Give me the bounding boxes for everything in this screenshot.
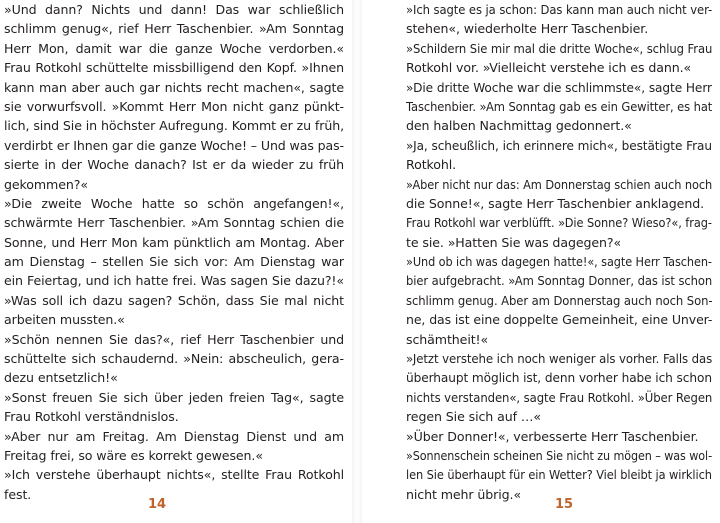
text-line: schämtheit!« — [406, 331, 489, 347]
text-line: Frau Rotkohl verständnislos. — [4, 409, 179, 425]
text-line: Frau Rotkohl war verblüfft. »Die Sonne? Wieso?«, frag- — [406, 215, 712, 231]
page-number-left: 14 — [148, 497, 167, 512]
text-line: sie vorwurfsvoll. »Kommt Herr Mon nicht ganz pünkt- — [4, 98, 344, 114]
text-line: »Jetzt verstehe ich noch weniger als vorher. Falls das — [406, 351, 713, 367]
text-line: schlimm genug«, rief Herr Taschenbier. »Am Sonntag — [4, 21, 344, 37]
book-spine — [352, 0, 362, 523]
text-line: »Sonnenschein scheinen Sie nicht zu mögen – was wol- — [406, 447, 713, 463]
text-line: »Und ob ich was dagegen hatte!«, sagte Herr Taschen- — [406, 254, 712, 270]
text-line: Rotkohl. — [406, 157, 457, 173]
right-page-text — [406, 0, 712, 504]
text-line: dezu entsetzlich!« — [4, 370, 118, 386]
text-line: »Was soll ich dazu sagen? Schön, dass Sie mal nicht — [4, 292, 344, 308]
text-line: »Und dann? Nichts und dann! Das war schließlich — [4, 2, 344, 17]
left-page-text — [4, 0, 344, 504]
text-line: »Ich sagte es ja schon: Das kann man auch nicht ver- — [406, 2, 713, 17]
text-line: Taschenbier. »Am Sonntag gab es ein Gewitter, es hat — [406, 98, 713, 114]
text-line: »Über Donner!«, verbesserte Herr Taschenbier. — [406, 428, 699, 444]
text-line: gekommen?« — [4, 176, 88, 192]
text-line: Rotkohl vor. »Vielleicht verstehe ich es dann.« — [406, 60, 692, 76]
text-line: bier aufgebracht. »Am Sonntag Donner, das ist schon — [406, 273, 713, 289]
text-line: Sonne, und Herr Mon kam pünktlich am Montag. Aber — [4, 234, 344, 250]
text-line: sierte in der Woche danach? Ist er da wieder zu früh — [4, 157, 344, 173]
text-line: überhaupt möglich ist, denn vorher habe ich schon — [406, 370, 712, 386]
text-line: ne, das ist eine doppelte Gemeinheit, eine Unver- — [406, 312, 713, 328]
text-line: »Aber nur am Freitag. Am Dienstag Dienst und am — [4, 428, 344, 444]
page-number-right: 15 — [555, 497, 574, 512]
text-line: Freitag frei, so wäre es korrekt gewesen.« — [4, 447, 263, 463]
text-line: nichts verstanden«, sagte Frau Rotkohl. »Über Regen — [406, 389, 713, 405]
text-line: »Die dritte Woche war die schlimmste«, sagte Herr — [406, 79, 712, 95]
text-line: schüttelte sich schaudernd. »Nein: abscheulich, gera- — [4, 351, 344, 367]
text-line: »Schildern Sie mir mal die dritte Woche«, schlug Frau — [406, 40, 713, 56]
text-line: die Sonne!«, sagte Herr Taschenbier anklagend. — [406, 195, 705, 211]
text-line: Frau Rotkohl schüttelte missbilligend den Kopf. »Ihnen — [4, 60, 344, 76]
text-line: ein Feiertag, und ich hatte frei. Was sagen Sie dazu?!« — [4, 273, 344, 289]
text-line: lich, sind Sie in höchster Aufregung. Kommt er zu früh, — [4, 118, 344, 134]
text-line: stehen«, wiederholte Herr Taschenbier. — [406, 21, 649, 37]
text-line: regen Sie sich auf …« — [406, 409, 541, 425]
text-line: »Ja, scheußlich, ich erinnere mich«, bestätigte Frau — [406, 137, 712, 153]
text-line: nicht mehr übrig.« — [406, 486, 522, 502]
text-line: »Sonst freuen Sie sich über jeden freien Tag«, sagte — [4, 389, 344, 405]
text-line: kann man aber auch gar nichts recht machen«, sagte — [4, 79, 344, 95]
text-line: »Aber nicht nur das: Am Donnerstag schien auch noch — [406, 176, 713, 192]
text-line: »Schön nennen Sie das?«, rief Herr Taschenbier und — [4, 331, 344, 347]
text-line: »Ich verstehe überhaupt nichts«, stellte Frau Rotkohl — [4, 467, 344, 483]
text-line: te sie. »Hatten Sie was dagegen?« — [406, 234, 622, 250]
left-page — [0, 0, 352, 523]
text-line: schlimm genug. Aber am Donnerstag auch noch Son- — [406, 292, 713, 308]
text-line: den halben Nachmittag gedonnert.« — [406, 118, 632, 134]
text-line: »Die zweite Woche hatte so schön angefangen!«, — [4, 195, 344, 211]
right-page — [362, 0, 720, 523]
text-line: arbeiten mussten.« — [4, 312, 125, 328]
text-line: schwärmte Herr Taschenbier. »Am Sonntag schien die — [4, 215, 344, 231]
text-line: Herr Mon, damit war die ganze Woche verdorben.« — [4, 40, 344, 56]
text-line: len Sie überhaupt für ein Wetter? Viel bleibt ja wirklich — [406, 467, 712, 483]
text-line: verdirbt er Ihnen gar die ganze Woche! – Und was pas- — [4, 137, 345, 153]
text-line: am Dienstag – stellen Sie sich vor: Am Dienstag war — [4, 254, 344, 270]
text-line: fest. — [4, 486, 32, 502]
